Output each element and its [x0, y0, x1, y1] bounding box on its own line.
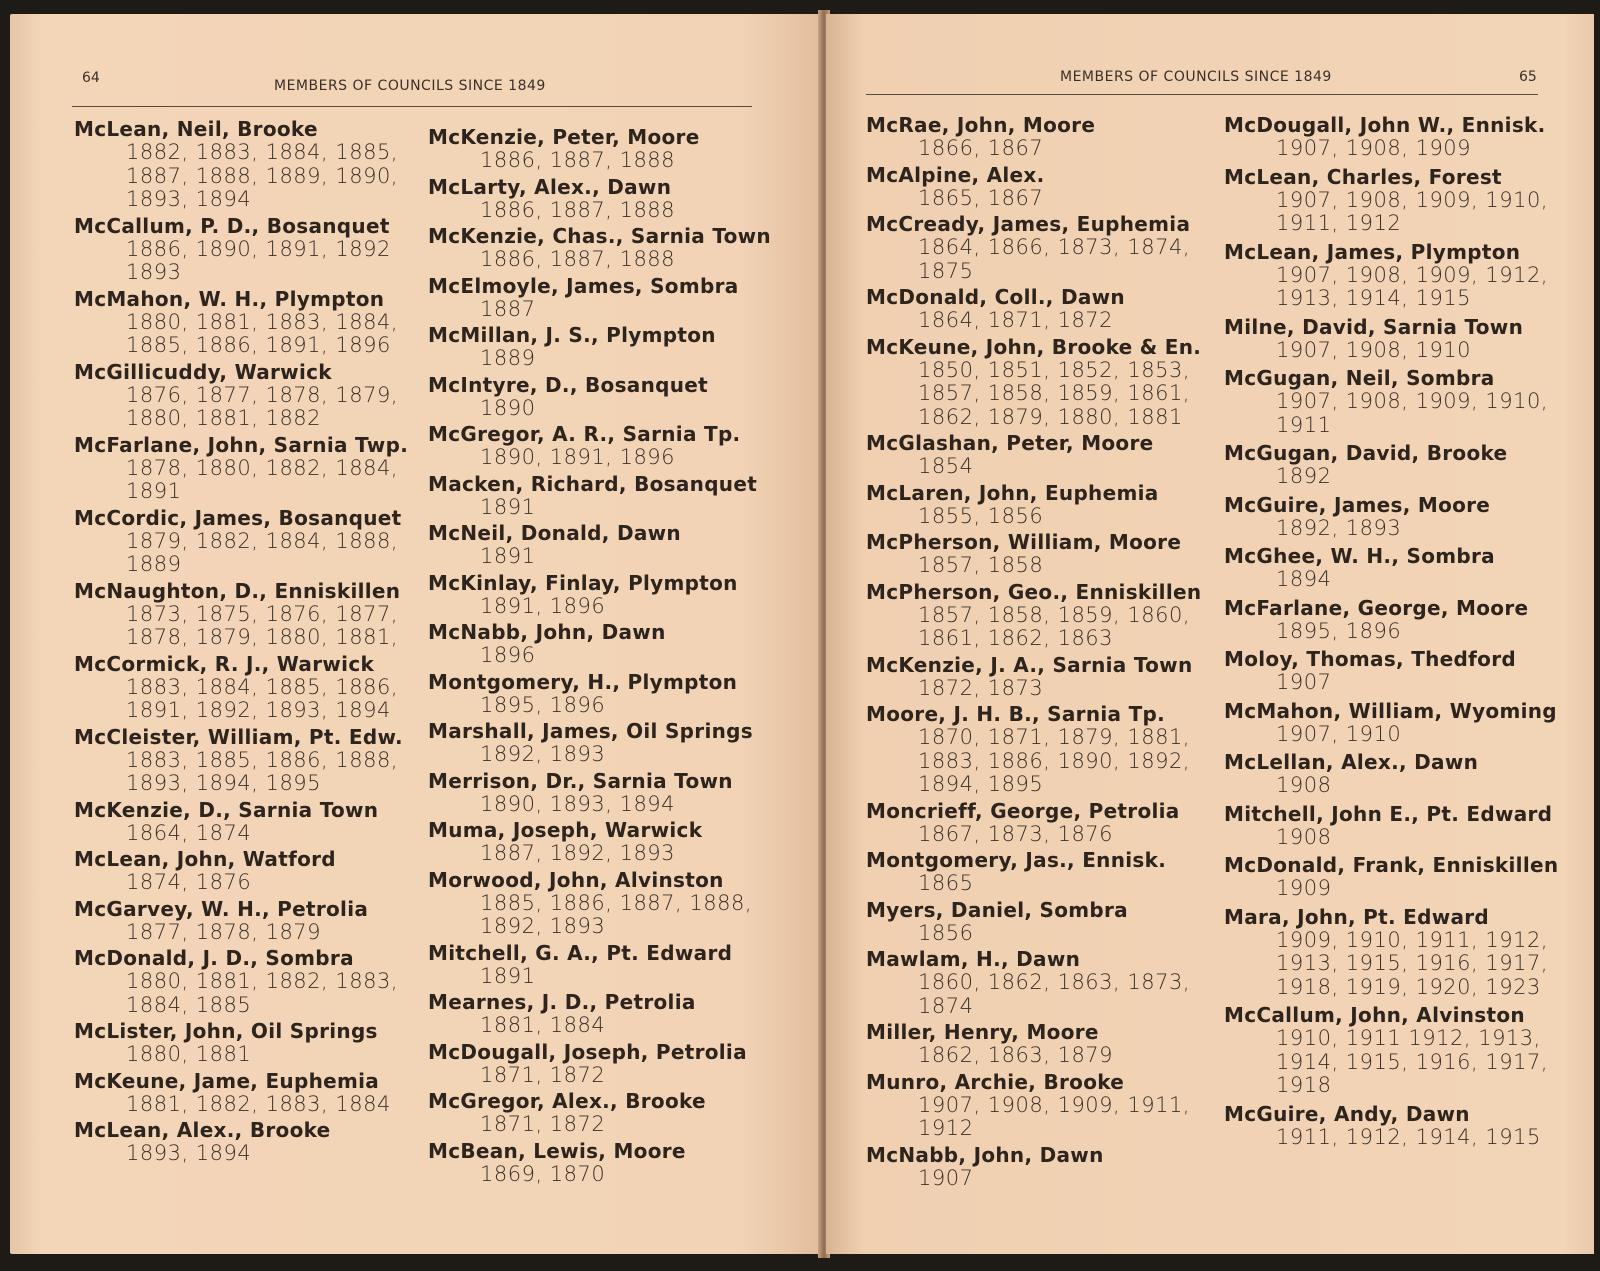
member-years: 1886, 1887, 1888: [480, 247, 676, 271]
member-years: 1876, 1877, 1878, 1879,: [126, 382, 399, 407]
member-years: 1887: [480, 296, 536, 321]
council-member-entry: [74, 288, 434, 358]
member-years: 1907, 1908, 1909, 1911,: [918, 1092, 1191, 1117]
council-member-entry: [1224, 494, 1554, 541]
council-member-entry: [866, 213, 1216, 283]
member-years: 1870, 1871, 1879, 1881,: [918, 725, 1191, 749]
council-member-entry: [428, 522, 808, 569]
member-years: 1865: [918, 871, 974, 895]
council-member-entry: [428, 819, 808, 866]
running-header: MEMBERS OF COUNCILS SINCE 1849: [1060, 69, 1332, 85]
page-number: 65: [1519, 69, 1537, 85]
council-member-entry: [866, 432, 1216, 479]
council-member-entry: [866, 1021, 1216, 1068]
council-member-entry: [428, 275, 808, 322]
member-years: 1909, 1910, 1911, 1912,: [1276, 927, 1549, 952]
member-name: Mitchell, John E., Pt. Edward: [1224, 801, 1553, 826]
council-member-entry: [74, 361, 434, 431]
member-years: 1889: [480, 346, 536, 370]
council-member-entry: [866, 948, 1216, 1018]
member-name: Muma, Joseph, Warwick: [428, 818, 703, 842]
member-name: Myers, Daniel, Sombra: [866, 897, 1128, 922]
member-name: McDonald, J. D., Sombra: [74, 946, 354, 970]
member-years: 1889: [126, 552, 182, 576]
member-years: 1864, 1866, 1873, 1874,: [918, 235, 1191, 259]
council-member-entry: [1224, 803, 1554, 850]
member-years: 1874: [918, 993, 974, 1018]
member-years: 1883, 1885, 1886, 1888,: [126, 747, 399, 772]
member-name: McKeune, Jame, Euphemia: [74, 1068, 380, 1093]
council-member-entry: [866, 849, 1216, 896]
council-member-entry: [74, 1070, 434, 1117]
member-years: 1894, 1895: [918, 772, 1044, 796]
council-member-entry: [1224, 648, 1554, 695]
member-name: Montgomery, Jas., Ennisk.: [866, 848, 1167, 872]
header-rule: [866, 94, 1538, 95]
council-member-entry: [74, 118, 434, 212]
member-years: 1874, 1876: [126, 870, 252, 894]
council-member-entry: [74, 947, 434, 1017]
left-page-column-1: [74, 118, 434, 1169]
member-name: McDougall, John W., Ennisk.: [1224, 113, 1546, 137]
member-years: 1895, 1896: [480, 692, 606, 717]
member-name: Mitchell, G. A., Pt. Edward: [428, 940, 733, 965]
member-years: 1918: [1276, 1073, 1332, 1097]
council-member-entry: [428, 991, 808, 1038]
council-member-entry: [1224, 316, 1554, 363]
member-years: 1908: [1276, 773, 1332, 797]
member-years: 1913, 1914, 1915: [1276, 286, 1472, 310]
member-years: 1913, 1915, 1916, 1917,: [1276, 951, 1549, 975]
member-years: 1862, 1863, 1879: [918, 1043, 1114, 1067]
council-member-entry: [428, 423, 808, 470]
council-member-entry: [1224, 114, 1554, 161]
member-name: McKinlay, Finlay, Plympton: [428, 570, 738, 595]
member-years: 1861, 1862, 1863: [918, 626, 1114, 650]
member-years: 1891: [126, 479, 182, 503]
member-years: 1881, 1882, 1883, 1884: [126, 1091, 391, 1116]
member-name: McNabb, John, Dawn: [428, 620, 666, 644]
member-name: Marshall, James, Oil Springs: [428, 719, 753, 743]
council-member-entry: [428, 720, 808, 767]
member-years: 1856: [918, 920, 974, 945]
council-member-entry: [1224, 442, 1554, 489]
council-member-entry: [866, 581, 1216, 651]
member-years: 1884, 1885: [126, 992, 252, 1017]
member-name: McCallum, P. D., Bosanquet: [74, 213, 390, 238]
member-years: 1864, 1871, 1872: [918, 308, 1114, 332]
member-name: McLean, James, Plympton: [1224, 239, 1521, 264]
member-name: McAlpine, Alex.: [866, 162, 1045, 187]
member-years: 1854: [918, 454, 974, 478]
member-years: 1891: [480, 544, 536, 568]
member-years: 1907: [1276, 670, 1332, 694]
member-name: McKenzie, Chas., Sarnia Town: [428, 224, 771, 248]
council-member-entry: [428, 869, 808, 939]
member-name: McGhee, W. H., Sombra: [1224, 544, 1495, 568]
member-name: Moncrieff, George, Petrolia: [866, 798, 1180, 823]
member-years: 1912: [918, 1116, 974, 1140]
member-name: McPherson, Geo., Enniskillen: [866, 579, 1202, 604]
member-years: 1877, 1878, 1879: [126, 919, 322, 944]
member-years: 1864, 1874: [126, 820, 252, 845]
member-name: McKenzie, J. A., Sarnia Town: [866, 652, 1193, 677]
member-name: Munro, Archie, Brooke: [866, 1069, 1125, 1094]
member-name: McMahon, William, Wyoming: [1224, 698, 1557, 723]
right-page: [826, 14, 1594, 1254]
council-member-entry: [1224, 166, 1554, 236]
member-years: 1893, 1894, 1895: [126, 771, 322, 795]
member-years: 1907, 1908, 1910: [1276, 337, 1472, 362]
member-years: 1855, 1856: [918, 503, 1044, 528]
member-years: 1908: [1276, 824, 1332, 849]
council-member-entry: [74, 1119, 434, 1166]
council-member-entry: [866, 286, 1216, 333]
council-member-entry: [428, 942, 808, 989]
member-years: 1866, 1867: [918, 136, 1044, 160]
member-years: 1885, 1886, 1891, 1896: [126, 333, 391, 357]
member-years: 1893, 1894: [126, 1141, 252, 1165]
member-years: 1896: [480, 643, 536, 667]
member-years: 1878, 1879, 1880, 1881,: [126, 625, 399, 649]
council-member-entry: [866, 164, 1216, 211]
running-header: MEMBERS OF COUNCILS SINCE 1849: [274, 78, 546, 94]
council-member-entry: [74, 580, 434, 650]
member-name: McLaren, John, Euphemia: [866, 480, 1159, 505]
member-years: 1865, 1867: [918, 185, 1044, 210]
member-years: 1875: [918, 258, 974, 283]
member-years: 1892, 1893: [480, 914, 606, 938]
member-name: McCleister, William, Pt. Edw.: [74, 724, 403, 749]
council-member-entry: [866, 1071, 1216, 1141]
council-member-entry: [74, 507, 434, 577]
council-member-entry: [74, 434, 434, 504]
member-years: 1907: [918, 1165, 974, 1190]
member-years: 1909: [1276, 876, 1332, 900]
member-name: McLellan, Alex., Dawn: [1224, 750, 1479, 774]
member-years: 1869, 1870: [480, 1161, 606, 1186]
member-name: McKenzie, D., Sarnia Town: [74, 797, 379, 822]
member-name: Mara, John, Pt. Edward: [1224, 904, 1490, 929]
right-page-column-2: [1224, 113, 1559, 1154]
member-years: 1880, 1881, 1882, 1883,: [126, 969, 399, 993]
member-name: McLean, Alex., Brooke: [74, 1118, 331, 1142]
member-years: 1882, 1883, 1884, 1885,: [126, 140, 399, 164]
council-member-entry: [1224, 545, 1554, 592]
member-years: 1907, 1908, 1909, 1910,: [1276, 187, 1549, 212]
member-years: 1886, 1887, 1888: [480, 197, 676, 222]
council-member-entry: [428, 770, 808, 817]
header-rule: [72, 106, 752, 107]
member-name: McMillan, J. S., Plympton: [428, 323, 716, 347]
member-years: 1891, 1896: [480, 593, 606, 618]
member-years: 1910, 1911 1912, 1913,: [1276, 1026, 1541, 1050]
member-name: Moore, J. H. B., Sarnia Tp.: [866, 702, 1166, 726]
member-years: 1850, 1851, 1852, 1853,: [918, 357, 1191, 382]
member-name: McLean, John, Watford: [74, 847, 336, 871]
member-name: McLean, Neil, Brooke: [74, 117, 318, 141]
council-member-entry: [866, 654, 1216, 701]
council-member-entry: [428, 126, 808, 173]
member-years: 1886, 1887, 1888: [480, 148, 676, 172]
member-years: 1857, 1858: [918, 553, 1044, 577]
member-years: 1914, 1915, 1916, 1917,: [1276, 1049, 1549, 1074]
member-name: McDougall, Joseph, Petrolia: [428, 1039, 747, 1064]
member-years: 1873, 1875, 1876, 1877,: [126, 601, 399, 626]
council-member-entry: [428, 671, 808, 718]
council-member-entry: [1224, 367, 1554, 437]
member-years: 1879, 1882, 1884, 1888,: [126, 528, 399, 553]
member-name: McGregor, Alex., Brooke: [428, 1089, 706, 1113]
council-member-entry: [1224, 698, 1557, 747]
member-years: 1867, 1873, 1876: [918, 821, 1114, 846]
council-member-entry: [428, 1041, 808, 1088]
council-member-entry: [866, 531, 1216, 578]
council-member-entry: [74, 653, 434, 723]
council-member-entry: [428, 572, 808, 619]
council-member-entry: [866, 1144, 1216, 1191]
member-name: McGugan, Neil, Sombra: [1224, 366, 1495, 390]
member-name: McMahon, W. H., Plympton: [74, 286, 385, 311]
right-page-column-1: [866, 114, 1216, 1193]
council-member-entry: [428, 621, 808, 668]
council-member-entry: [1224, 1103, 1554, 1150]
member-years: 1894: [1276, 567, 1332, 591]
member-name: McNeil, Donald, Dawn: [428, 521, 681, 545]
member-years: 1891, 1892, 1893, 1894: [126, 698, 391, 722]
member-name: Milne, David, Sarnia Town: [1224, 314, 1524, 339]
council-member-entry: [74, 726, 434, 796]
council-member-entry: [428, 1140, 808, 1187]
member-years: 1893: [126, 260, 182, 284]
member-name: McGlashan, Peter, Moore: [866, 431, 1154, 455]
member-name: McLister, John, Oil Springs: [74, 1019, 378, 1043]
council-member-entry: [428, 374, 808, 421]
member-name: McPherson, William, Moore: [866, 530, 1182, 554]
member-years: 1871, 1872: [480, 1112, 606, 1136]
member-name: Mawlam, H., Dawn: [866, 947, 1081, 971]
member-name: McGuire, James, Moore: [1224, 492, 1491, 517]
member-name: McGugan, David, Brooke: [1224, 441, 1508, 465]
member-years: 1885, 1886, 1887, 1888,: [480, 890, 753, 915]
council-member-entry: [1224, 906, 1554, 1000]
member-name: McCordic, James, Bosanquet: [74, 505, 402, 530]
member-years: 1890, 1891, 1896: [480, 445, 676, 469]
left-page-column-2: [428, 126, 808, 1189]
member-years: 1907, 1908, 1909, 1910,: [1276, 389, 1549, 413]
member-years: 1892, 1893: [480, 742, 606, 766]
member-name: Montgomery, H., Plympton: [428, 669, 738, 694]
member-years: 1911: [1276, 412, 1332, 437]
member-name: McGuire, Andy, Dawn: [1224, 1101, 1470, 1126]
member-name: McFarlane, John, Sarnia Twp.: [74, 432, 409, 457]
member-name: McRae, John, Moore: [866, 113, 1096, 137]
member-years: 1857, 1858, 1859, 1860,: [918, 602, 1191, 627]
member-years: 1911, 1912, 1914, 1915: [1276, 1124, 1541, 1149]
member-name: McKenzie, Peter, Moore: [428, 125, 700, 149]
member-years: 1892, 1893: [1276, 515, 1402, 540]
council-member-entry: [74, 898, 434, 945]
member-years: 1890: [480, 395, 536, 420]
member-name: Merrison, Dr., Sarnia Town: [428, 768, 733, 793]
member-years: 1892: [1276, 464, 1332, 488]
member-name: McGarvey, W. H., Petrolia: [74, 896, 369, 921]
left-page: [10, 14, 822, 1254]
member-years: 1872, 1873: [918, 675, 1044, 700]
member-years: 1880, 1881: [126, 1042, 252, 1066]
member-name: McIntyre, D., Bosanquet: [428, 372, 708, 397]
member-years: 1883, 1886, 1890, 1892,: [918, 748, 1191, 773]
member-years: 1886, 1890, 1891, 1892: [126, 236, 391, 261]
member-name: McCallum, John, Alvinston: [1224, 1003, 1525, 1027]
member-years: 1881, 1884: [480, 1013, 606, 1037]
member-name: McLarty, Alex., Dawn: [428, 174, 672, 199]
member-name: McBean, Lewis, Moore: [428, 1138, 686, 1163]
council-member-entry: [428, 225, 808, 272]
member-years: 1880, 1881, 1882: [126, 406, 322, 430]
council-member-entry: [74, 215, 434, 285]
member-years: 1895, 1896: [1276, 618, 1402, 643]
member-name: McDonald, Coll., Dawn: [866, 285, 1125, 309]
member-name: McKeune, John, Brooke & En.: [866, 334, 1202, 359]
member-years: 1883, 1884, 1885, 1886,: [126, 674, 399, 699]
council-member-entry: [866, 800, 1216, 847]
page-number: 64: [82, 70, 100, 86]
member-years: 1891: [480, 494, 536, 519]
council-member-entry: [866, 114, 1216, 161]
member-years: 1860, 1862, 1863, 1873,: [918, 970, 1191, 994]
member-years: 1887, 1892, 1893: [480, 841, 676, 865]
member-years: 1871, 1872: [480, 1062, 606, 1087]
council-member-entry: [1224, 241, 1554, 311]
council-member-entry: [1224, 853, 1559, 901]
council-member-entry: [866, 703, 1216, 797]
member-years: 1880, 1881, 1883, 1884,: [126, 309, 399, 334]
council-member-entry: [1224, 751, 1554, 798]
council-member-entry: [74, 1020, 434, 1067]
member-years: 1862, 1879, 1880, 1881: [918, 404, 1183, 429]
member-years: 1891: [480, 963, 536, 988]
member-name: Miller, Henry, Moore: [866, 1020, 1099, 1044]
member-years: 1907, 1908, 1909, 1912,: [1276, 262, 1549, 287]
member-years: 1907, 1910: [1276, 721, 1402, 746]
member-name: Morwood, John, Alvinston: [428, 867, 724, 892]
council-member-entry: [428, 176, 808, 223]
council-member-entry: [866, 899, 1216, 946]
member-name: Mearnes, J. D., Petrolia: [428, 990, 696, 1014]
member-years: 1887, 1888, 1889, 1890,: [126, 163, 399, 188]
member-years: 1857, 1858, 1859, 1861,: [918, 381, 1191, 405]
member-years: 1890, 1893, 1894: [480, 791, 676, 816]
member-name: McNabb, John, Dawn: [866, 1142, 1104, 1167]
member-name: McLean, Charles, Forest: [1224, 164, 1502, 189]
member-name: McElmoyle, James, Sombra: [428, 273, 739, 298]
council-member-entry: [428, 1090, 808, 1137]
member-name: Macken, Richard, Bosanquet: [428, 471, 758, 496]
member-years: 1907, 1908, 1909: [1276, 136, 1472, 160]
member-name: Moloy, Thomas, Thedford: [1224, 647, 1516, 671]
council-member-entry: [74, 848, 434, 895]
member-name: McGillicuddy, Warwick: [74, 359, 332, 384]
member-years: 1893, 1894: [126, 187, 252, 211]
member-name: McCready, James, Euphemia: [866, 212, 1191, 236]
council-member-entry: [428, 324, 808, 371]
member-years: 1918, 1919, 1920, 1923: [1276, 974, 1541, 999]
member-years: 1911, 1912: [1276, 211, 1402, 235]
council-member-entry: [74, 799, 434, 846]
member-name: McNaughton, D., Enniskillen: [74, 578, 401, 603]
member-name: McGregor, A. R., Sarnia Tp.: [428, 422, 741, 446]
member-years: 1878, 1880, 1882, 1884,: [126, 455, 399, 480]
council-member-entry: [1224, 1004, 1554, 1098]
council-member-entry: [866, 482, 1216, 529]
council-member-entry: [866, 336, 1216, 430]
member-name: McDonald, Frank, Enniskillen: [1224, 853, 1559, 877]
member-name: McCormick, R. J., Warwick: [74, 651, 375, 676]
council-member-entry: [428, 473, 808, 520]
member-name: McFarlane, George, Moore: [1224, 595, 1529, 620]
council-member-entry: [1224, 597, 1554, 644]
